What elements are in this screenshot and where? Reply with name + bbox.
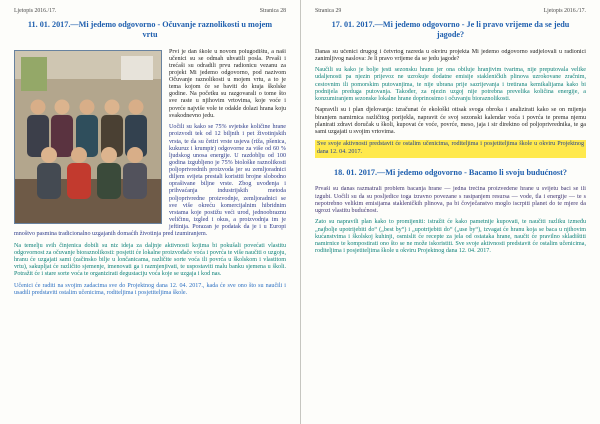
paragraph-intro: Prvi je dan škole u novom polugodištu, a naši učenici su se odmah uhvatili posla. Prvaši i trećaši su odradili prvu radionicu vezanu za projekt Mi jedemo odgovorno, pod nazivom Očuvanje raznolikosti u mojem vrtu, a to je tema kojom će se baviti do kraja školske godine. Na početku su razgovarali o tome što sve raste u njihovim vrtovima, koje voće i povrće najviše vole te odakle dolazi hrana koju svakodnevno jedu. bbox=[169, 48, 286, 119]
paragraph-problem: Prvaši su danas razmatrali problem bacanja hrane — jedna trećina proizvedene hrane u svijetu baci se ili izgubi. Uočili su da su posljedice toga izravno povezane s rasipanjem resursa — vode, tla i energije — te s nepotrebno velikim emisijama stakleničkih plinova, pa bi čovječanstvo moglo iscrpiti planet do te mjere da ugrozi vlastitu budućnost. bbox=[315, 186, 586, 214]
article-strawberries bbox=[315, 49, 586, 163]
page-number: Stranica 28 bbox=[259, 8, 286, 14]
yearbook-label: Ljetopis 2016./17. bbox=[14, 8, 57, 14]
paragraph-project-day-highlight: Sve svoje aktivnosti predstavit će ostalim učenicima, roditeljima i posjetiteljima škole u okviru Projektnog dana 12. 04. 2017. bbox=[315, 140, 586, 157]
yearbook-label: Ljetopis 2016./17. bbox=[543, 8, 586, 14]
page-number: Stranica 29 bbox=[315, 8, 342, 14]
right-page-header bbox=[315, 8, 586, 14]
paragraph-plans: Na temelju svih činjenica dobili su niz ideja za daljnje aktivnosti kojima bi pokušali povećati vlastitu odgovornost za očuvanje bioraznolikosti: posjetit će lokalne proizvođače voća i povrća te više naučiti o uzgoju, hranu će uzgajati sami (začinsko bilje u lončanicama, različite sorte voća ili povrća u školskom i vlastitom vrtu), sakupljat će različito sjemenje, imenovati ga i razmjenjivati, te uspostaviti malu banku sjemena u školi. Potražit će i stare sorte voća te organizirati degustaciju voća koje se uzgaja i kod nas. bbox=[14, 242, 286, 278]
paragraph-project-day: Učenici će raditi na svojim zadacima sve do Projektnog dana 12. 04. 2017., kada će sve ono što su naučili i usadili predstaviti ostalim učenicima, roditeljima i posjetiteljima škole. bbox=[14, 282, 286, 296]
article-diversity bbox=[14, 49, 286, 302]
paragraph-action-plan: Napravili su i plan djelovanja: izračunat će ekološki otisak svoga obroka i analizirati kako se on mijenja biranjem namirnica različitog porijekla, napravit će svoj sezonski kalendar voća i povrća te prema njemu planirati zdravi doručak u školi, kupovat će voće, povrće, meso, jaja i sir direktno od poljoprivrednika, te ga sami uzgajati u svojim vrtovima. bbox=[315, 107, 586, 135]
article-title-diversity: 11. 01. 2017.—Mi jedemo odgovorno - Očuvanje raznolikosti u mojem vrtu bbox=[27, 20, 273, 40]
classroom-photo bbox=[14, 50, 162, 224]
article-food-waste bbox=[315, 186, 586, 259]
article-title-strawberries: 17. 01. 2017.—Mi jedemo odgovorno - Je li pravo vrijeme da se jedu jagode? bbox=[331, 20, 570, 40]
article-title-food-waste: 18. 01. 2017.—Mi jedemo odgovorno - Bacamo li svoju budućnost? bbox=[334, 168, 567, 178]
paragraph-intro: Danas su učenici drugog i četvrtog razreda u okviru projekta Mi jedemo odgovorno sudjelovali u radionici zanimljivog naslova: Je li pravo vrijeme da se jedu jagode? bbox=[315, 48, 586, 62]
paragraph-seasonal-food: Naučili su kako je bolje jesti sezonsku hranu jer ona obiluje hranjivim tvarima, nije preputovala velike udaljenosti pa njezin prijevoz ne uzrokuje dodatne emisije stakleničkih plinova uzrokovane zračnim, cestovnim ili pomorskim putovanjima, te nije ubrana prije sazrijevanja i tretirana kemikalijama kako bi podnijela preduga putovanja. Također, za njezin uzgoj nije potrebna prevelika količina energije, a konzumiranjem sezonske lokalne hrane doprinosimo i očuvanju bioraznolikosti. bbox=[315, 67, 586, 102]
paragraph-solutions: Zato su napravili plan kako to promijeniti: istražit će kako pametnije kupovati, te naučiti razliku između „najbolje upotrijebiti do“ („best by“) i „upotrijebiti do“ („use by“), izvagat će hranu koja se baca u njihovim kućanstvima i školskoj kuhinji, osmislit će recepte za jela od ostataka hrane, naučit će pravilno skladištiti namirnice te kompostirati ono što se ne može iskoristiti. Sve svoje aktivnosti predstavit će ostalim učenicima, roditeljima i posjetiteljima škole u okviru Projektnog dana 12. 04. 2017. bbox=[315, 219, 586, 254]
paragraph-facts: Uočili su kako se 75% svjetske količine hrane proizvodi tek od 12 biljnih i pet životinjskih vrsta, te da su četiri vrste usjeva (riža, pšenica, kukuruz i krumpir) odgovorne za više od 60 % ljudskog unosa energije. U razdoblju od 100 godina izgubljeno je 75% biološke raznolikosti poljoprivrednih proizvoda jer su zemljoradnici diljem svijeta prestali koristiti brojne slobodno oprašivane biljne vrste. Zbog uvođenja i prihvaćanja industrijskih metoda poljoprivredne proizvodnje, zemljoradnici se sve više okreću komercijalnim hibridnim vrstama koje postižu veći urod, jednoobraznu veličinu, izgled i okus, a proizvodnja im je jeftinija. Porazan je podatak da je i u Europi mnoštvo pasmina tradicionalno uzgajanih domaćih životinja pred izumiranjem. bbox=[14, 124, 286, 238]
left-page-header bbox=[14, 8, 286, 14]
right-page bbox=[300, 0, 600, 424]
